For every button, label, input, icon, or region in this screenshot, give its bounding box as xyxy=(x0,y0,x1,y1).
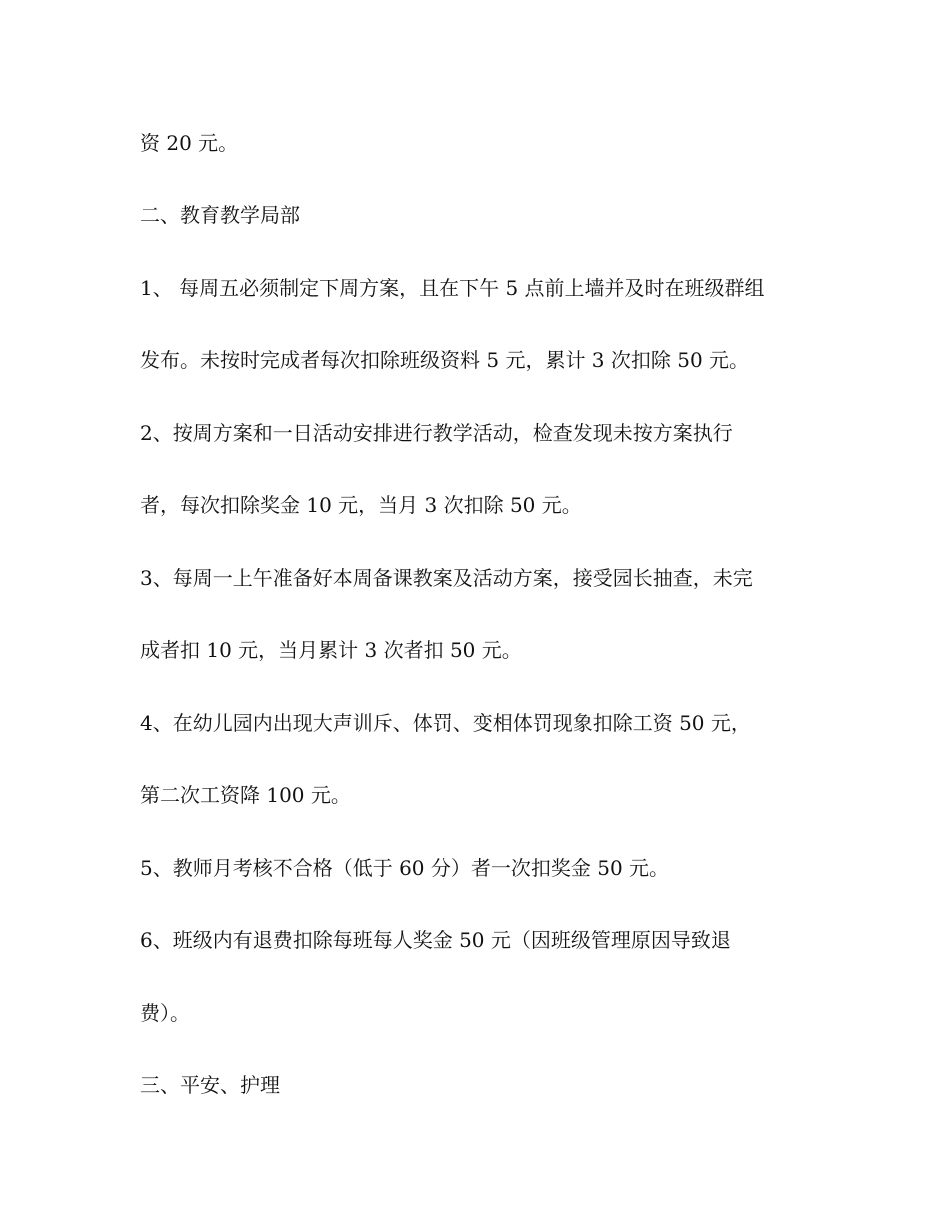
rule-1-line-2: 发布。未按时完成者每次扣除班级资料 5 元，累计 3 次扣除 50 元。 xyxy=(140,348,750,372)
section-heading-teaching: 二、教育教学局部 xyxy=(140,203,300,227)
rule-5-line-1: 5、教师月考核不合格（低于 60 分）者一次扣奖金 50 元。 xyxy=(140,856,670,880)
rule-3-line-1: 3、每周一上午准备好本周备课教案及活动方案，接受园长抽查，未完 xyxy=(140,566,753,590)
rule-4-line-2: 第二次工资降 100 元。 xyxy=(140,783,351,807)
text-line-salary-continuation: 资 20 元。 xyxy=(140,131,239,155)
rule-2-line-2: 者，每次扣除奖金 10 元，当月 3 次扣除 50 元。 xyxy=(140,493,582,517)
rule-6-line-1: 6、班级内有退费扣除每班每人奖金 50 元（因班级管理原因导致退 xyxy=(140,928,731,952)
rule-1-line-1: 1、 每周五必须制定下周方案，且在下午 5 点前上墙并及时在班级群组 xyxy=(140,276,765,300)
rule-3-line-2: 成者扣 10 元，当月累计 3 次者扣 50 元。 xyxy=(140,638,522,662)
rule-4-line-1: 4、在幼儿园内出现大声训斥、体罚、变相体罚现象扣除工资 50 元， xyxy=(140,711,751,735)
section-heading-safety-care: 三、平安、护理 xyxy=(140,1073,280,1097)
rule-6-line-2: 费）。 xyxy=(140,1001,190,1025)
rule-2-line-1: 2、按周方案和一日活动安排进行教学活动，检查发现未按方案执行 xyxy=(140,421,733,445)
